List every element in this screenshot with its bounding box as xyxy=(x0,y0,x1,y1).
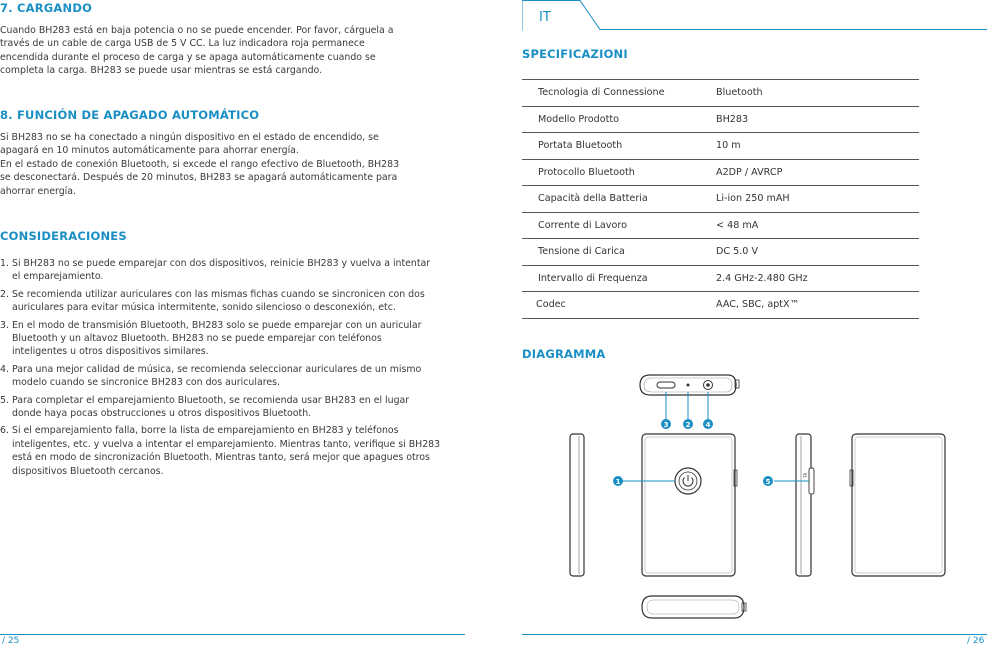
text-line: Cuando BH283 está en baja potencia o no se puede encender. Por favor, cárguela a xyxy=(0,25,394,36)
language-tab-label: IT xyxy=(539,10,551,25)
spec-value: 10 m xyxy=(716,140,741,152)
spec-key: Codec xyxy=(536,299,566,311)
list-item: 3. En el modo de transmisión Bluetooth, BH283 solo se puede emparejar con un auricular Bluetooth y un altavoz Bluetooth. BH283 no se puede emparejar con teléfonos inteligentes u otros dispositivos similares. xyxy=(0,319,422,358)
text-line: se desconectará. Después de 20 minutos, BH283 se apagará automáticamente para xyxy=(0,172,398,184)
considerations-list xyxy=(0,257,468,482)
text-line: ahorrar energía. xyxy=(0,185,76,197)
left-page xyxy=(0,0,475,648)
svg-text:TR: TR xyxy=(803,472,808,478)
callout-5 xyxy=(763,476,773,486)
spec-value: 2.4 GHz-2.480 GHz xyxy=(716,272,808,284)
spec-key: Corrente di Lavoro xyxy=(538,219,627,231)
svg-text:3: 3 xyxy=(663,421,669,429)
page-number: / 25 xyxy=(2,636,20,646)
spec-key: Capacità della Batteria xyxy=(538,193,648,205)
section-heading-specifications: SPECIFICAZIONI xyxy=(522,47,628,61)
spec-key: Tecnologia di Connessione xyxy=(538,87,665,99)
device-top-view xyxy=(640,375,739,420)
callout-4 xyxy=(703,419,713,429)
list-item: 4. Para una mejor calidad de música, se recomienda seleccionar auriculares de un mismo modelo cuando se sincronice BH283 con dos auriculares. xyxy=(0,363,422,389)
text-line: completa la carga. BH283 se puede usar mientras se está cargando. xyxy=(0,65,323,77)
text-line: través de un cable de carga USB de 5 V CC. La luz indicadora roja permanece xyxy=(0,38,365,50)
text-line: apagará en 10 minutos automáticamente para ahorrar energía. xyxy=(0,145,299,157)
spec-value: AAC, SBC, aptX™ xyxy=(716,299,800,311)
charging-paragraph xyxy=(0,24,470,78)
device-front-view xyxy=(622,434,737,576)
section-heading-auto-off: 8. FUNCIÓN DE APAGADO AUTOMÁTICO xyxy=(0,108,260,122)
spec-value: DC 5.0 V xyxy=(716,246,759,258)
auto-off-paragraph xyxy=(0,131,470,198)
device-left-side-view xyxy=(570,434,584,576)
device-back-view xyxy=(850,434,945,576)
spec-value: BH283 xyxy=(716,113,749,125)
callout-3 xyxy=(661,419,671,429)
list-item: 2. Se recomienda utilizar auriculares con las mismas fichas cuando se sincronicen con dos auriculares para evitar música intermitente, sonido silencioso o desconexión, etc. xyxy=(0,288,425,314)
text-line: En el estado de conexión Bluetooth, si excede el rango efectivo de Bluetooth, BH283 xyxy=(0,158,400,170)
device-bottom-view xyxy=(642,596,746,618)
spec-key: Modello Prodotto xyxy=(538,113,619,125)
svg-text:2: 2 xyxy=(685,421,691,429)
list-item: 5. Para completar el emparejamiento Bluetooth, se recomienda usar BH283 en el lugar donde haya pocas obstrucciones u otros dispositivos Bluetooth. xyxy=(0,394,410,420)
text-line: encendida durante el proceso de carga y se apaga automáticamente cuando se xyxy=(0,51,376,63)
spec-key: Intervallo di Frequenza xyxy=(538,272,648,284)
text-line: Si BH283 no se ha conectado a ningún dispositivo en el estado de encendido, se xyxy=(0,132,379,143)
spec-key: Tensione di Carica xyxy=(538,246,625,258)
list-item: 6. Si el emparejamiento falla, borre la lista de emparejamiento en BH283 y teléfonos inteligentes, etc. y vuelva a intentar el emparejamiento. Mientras tanto, verifique si BH283 está en modo de sincronización Bluetooth. Mientras tanto, será mejor que apagues otros dispositivos Bluetooth cercanos. xyxy=(0,425,441,477)
spec-key: Protocollo Bluetooth xyxy=(538,166,635,178)
svg-text:4: 4 xyxy=(705,421,711,429)
device-diagram xyxy=(512,0,987,648)
svg-text:1: 1 xyxy=(615,478,621,486)
spec-value: Bluetooth xyxy=(716,87,763,99)
callout-2 xyxy=(683,419,693,429)
section-heading-charging: 7. CARGANDO xyxy=(0,1,93,15)
page-number: / 26 xyxy=(967,636,985,646)
spec-key: Portata Bluetooth xyxy=(538,140,623,152)
callout-1 xyxy=(613,476,623,486)
footer-divider xyxy=(0,634,465,635)
footer-divider xyxy=(522,634,987,635)
right-page xyxy=(512,0,987,648)
list-item: 1. Si BH283 no se puede emparejar con dos dispositivos, reinicie BH283 y vuelva a intentar el emparejamiento. xyxy=(0,258,431,283)
section-heading-considerations: CONSIDERACIONES xyxy=(0,229,127,243)
device-right-side-view xyxy=(774,434,814,576)
section-heading-diagram: DIAGRAMMA xyxy=(522,347,606,361)
svg-text:5: 5 xyxy=(765,478,771,486)
spec-value: A2DP / AVRCP xyxy=(716,166,783,178)
spec-value: Li-ion 250 mAH xyxy=(716,193,790,205)
spec-value: < 48 mA xyxy=(716,219,759,231)
